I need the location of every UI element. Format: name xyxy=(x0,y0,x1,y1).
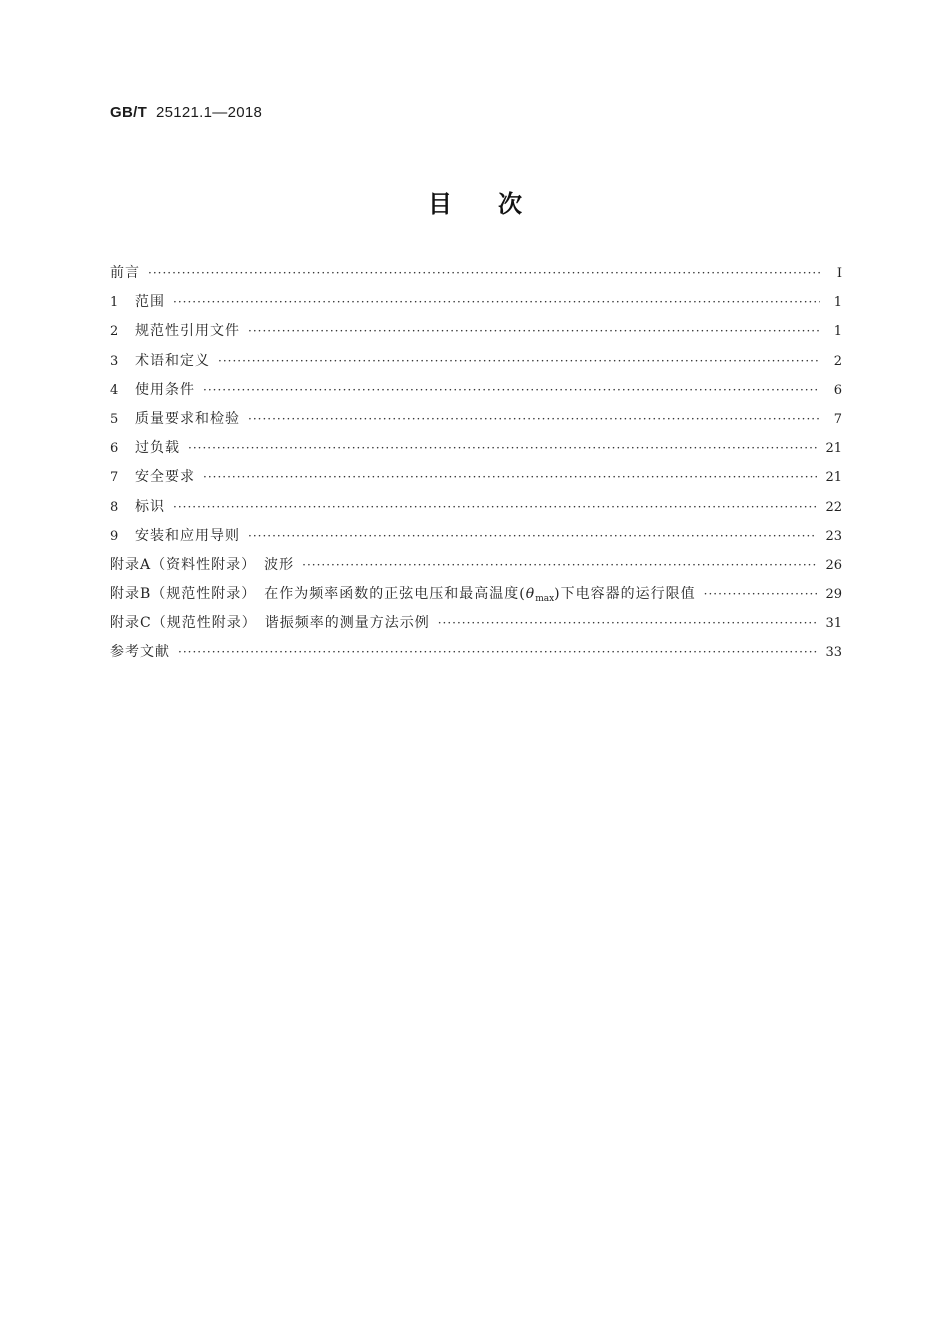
toc-entry-page: 1 xyxy=(833,295,842,311)
toc-list xyxy=(110,262,842,671)
toc-entry-safety-requirements[interactable] xyxy=(110,466,842,495)
toc-entry-number: 7 xyxy=(110,470,119,486)
toc-entry-number: 4 xyxy=(110,382,119,398)
toc-entry-number: 8 xyxy=(110,499,119,515)
toc-entry-label: 附录C（规范性附录） 谐振频率的测量方法示例 xyxy=(110,615,430,632)
toc-entry-number: 9 xyxy=(110,528,119,544)
toc-leader-dots xyxy=(148,262,820,284)
toc-leader-dots xyxy=(178,641,817,663)
toc-entry-annex-a[interactable] xyxy=(110,554,842,583)
toc-entry-number: 5 xyxy=(110,411,119,427)
toc-leader-dots xyxy=(203,466,817,488)
toc-leader-dots xyxy=(438,612,818,634)
toc-entry-service-conditions[interactable] xyxy=(110,379,842,408)
toc-entry-label: 安全要求 xyxy=(135,469,195,486)
toc-leader-dots xyxy=(248,408,820,430)
toc-entry-number: 2 xyxy=(110,324,119,340)
toc-entry-foreword[interactable] xyxy=(110,262,842,291)
theta-symbol: θ xyxy=(525,586,536,603)
toc-entry-label-prefix: 附录B（规范性附录） 在作为频率函数的正弦电压和最高温度( xyxy=(110,586,526,603)
toc-entry-bibliography[interactable] xyxy=(110,641,842,670)
toc-entry-page: Ⅰ xyxy=(836,266,842,281)
toc-entry-label: 标识 xyxy=(135,498,165,515)
toc-leader-dots xyxy=(248,320,820,342)
toc-entry-number: 6 xyxy=(110,441,119,457)
toc-entry-quality-requirements[interactable] xyxy=(110,408,842,437)
toc-entry-page: 23 xyxy=(825,528,842,544)
toc-entry-label: 范围 xyxy=(135,294,165,311)
toc-entry-label: 安装和应用导则 xyxy=(135,527,240,544)
toc-entry-page: 21 xyxy=(825,441,842,457)
toc-entry-terms-definitions[interactable] xyxy=(110,350,842,379)
toc-entry-label: 过负载 xyxy=(135,440,180,457)
toc-entry-normative-references[interactable] xyxy=(110,320,842,349)
toc-entry-label-suffix: )下电容器的运行限值 xyxy=(554,586,696,603)
toc-entry-label: 规范性引用文件 xyxy=(135,323,240,340)
toc-leader-dots xyxy=(203,379,820,401)
toc-entry-page: 31 xyxy=(825,616,842,632)
toc-entry-page: 26 xyxy=(825,557,842,573)
theta-subscript: max xyxy=(535,594,555,605)
toc-entry-label xyxy=(110,583,696,610)
standard-number xyxy=(110,104,262,121)
toc-leader-dots xyxy=(188,437,817,459)
toc-entry-page: 21 xyxy=(825,470,842,486)
toc-entry-label: 术语和定义 xyxy=(135,352,210,369)
toc-leader-dots xyxy=(173,291,820,313)
toc-leader-dots xyxy=(218,350,820,372)
toc-entry-label: 质量要求和检验 xyxy=(135,410,240,427)
toc-entry-number: 3 xyxy=(110,353,119,369)
toc-entry-installation-guide[interactable] xyxy=(110,525,842,554)
toc-entry-number: 1 xyxy=(110,295,119,311)
toc-leader-dots xyxy=(704,583,818,605)
toc-entry-page: 2 xyxy=(833,353,842,369)
toc-entry-scope[interactable] xyxy=(110,291,842,320)
standard-code: GB/T xyxy=(110,104,148,121)
toc-entry-annex-c[interactable] xyxy=(110,612,842,641)
toc-entry-page: 33 xyxy=(825,645,842,661)
toc-entry-label: 使用条件 xyxy=(135,381,195,398)
toc-entry-marking[interactable] xyxy=(110,496,842,525)
toc-title: 目次 xyxy=(428,190,568,218)
toc-entry-annex-b[interactable] xyxy=(110,583,842,612)
toc-entry-page: 6 xyxy=(833,382,842,398)
toc-leader-dots xyxy=(302,554,817,576)
toc-entry-label: 前言 xyxy=(110,265,140,281)
toc-leader-dots xyxy=(248,525,817,547)
toc-entry-page: 7 xyxy=(833,411,842,427)
toc-entry-label: 附录A（资料性附录） 波形 xyxy=(110,556,295,573)
toc-entry-label: 参考文献 xyxy=(110,644,170,661)
toc-entry-page: 22 xyxy=(825,499,842,515)
toc-entry-overloads[interactable] xyxy=(110,437,842,466)
toc-leader-dots xyxy=(173,496,817,518)
toc-entry-page: 29 xyxy=(825,587,842,603)
standard-year-number: 25121.1—2018 xyxy=(155,104,263,121)
toc-entry-page: 1 xyxy=(833,324,842,340)
